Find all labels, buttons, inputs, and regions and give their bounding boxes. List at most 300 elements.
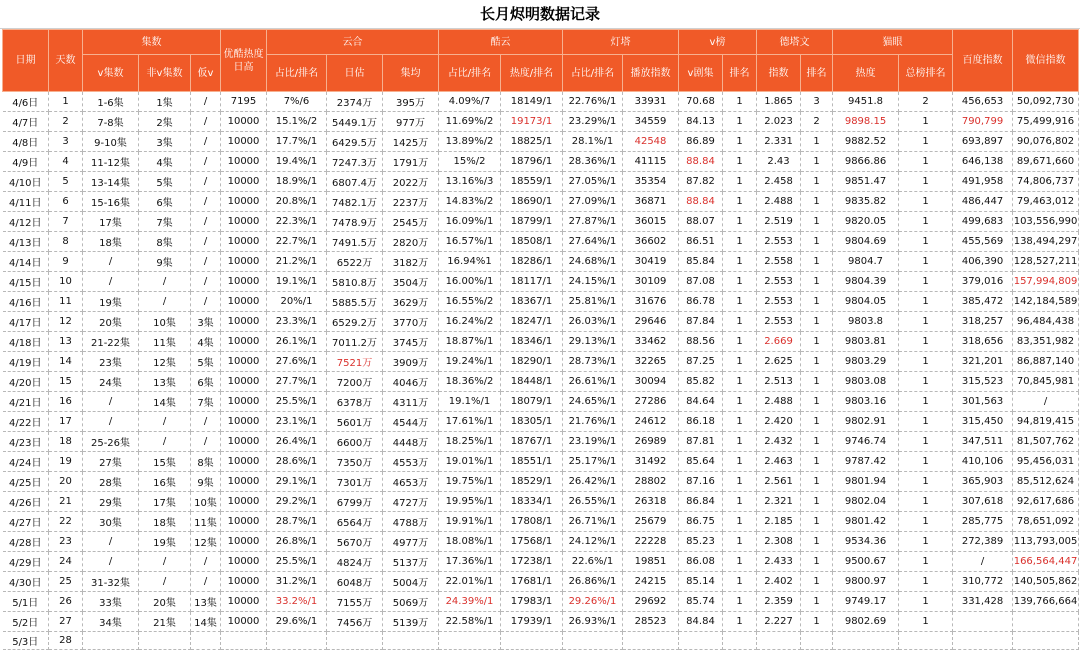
- table-cell: 977万: [383, 112, 439, 132]
- table-cell: 646,138: [953, 152, 1013, 172]
- table-cell: 3集: [139, 132, 191, 152]
- table-cell: 95,456,031: [1013, 452, 1079, 472]
- table-cell: 17568/1: [501, 532, 563, 552]
- table-cell: 6522万: [327, 252, 383, 272]
- table-cell: 1: [899, 552, 953, 572]
- table-cell: 18551/1: [501, 452, 563, 472]
- table-cell: 379,016: [953, 272, 1013, 292]
- table-cell: 1: [723, 532, 757, 552]
- table-cell: 5449.1万: [327, 112, 383, 132]
- table-cell: 11集: [191, 512, 221, 532]
- table-cell: 1: [899, 252, 953, 272]
- header-group-cell: 日期: [3, 30, 49, 92]
- table-cell: 1: [723, 272, 757, 292]
- table-cell: 3集: [191, 312, 221, 332]
- table-cell: 1: [899, 352, 953, 372]
- table-cell: 1: [801, 192, 833, 212]
- table-cell: 10000: [221, 572, 267, 592]
- table-cell: 22228: [623, 532, 679, 552]
- table-cell: 10000: [221, 552, 267, 572]
- table-cell: 25.81%/1: [563, 292, 623, 312]
- header-group-cell: v榜: [679, 30, 757, 55]
- table-cell: 2.308: [757, 532, 801, 552]
- table-cell: 78,651,092: [1013, 512, 1079, 532]
- table-cell: 1: [723, 572, 757, 592]
- table-cell: 140,505,862: [1013, 572, 1079, 592]
- table-cell: 1: [723, 212, 757, 232]
- table-cell: 4/17日: [3, 312, 49, 332]
- table-row: [3, 252, 1079, 272]
- table-cell: 19.4%/1: [267, 152, 327, 172]
- table-row: [3, 492, 1079, 512]
- table-cell: 1: [723, 232, 757, 252]
- table-cell: 10000: [221, 112, 267, 132]
- table-cell: 33931: [623, 92, 679, 112]
- table-cell: 33.2%/1: [267, 592, 327, 612]
- table-cell: 19.1%/1: [439, 392, 501, 412]
- table-cell: 1: [723, 432, 757, 452]
- table-cell: 1: [899, 532, 953, 552]
- table-cell: 27.6%/1: [267, 352, 327, 372]
- table-cell: 18559/1: [501, 172, 563, 192]
- table-cell: 4/19日: [3, 352, 49, 372]
- table-cell: 9451.8: [833, 92, 899, 112]
- table-cell: 19851: [623, 552, 679, 572]
- table-cell: 1: [801, 172, 833, 192]
- header-subcolumn-cell: 仮v: [191, 55, 221, 92]
- table-cell: 23.1%/1: [267, 412, 327, 432]
- table-cell: 1: [801, 292, 833, 312]
- table-cell: 11: [49, 292, 83, 312]
- table-cell: 1: [723, 312, 757, 332]
- header-subcolumn-cell: 播放指数: [623, 55, 679, 92]
- table-cell: 4448万: [383, 432, 439, 452]
- table-cell: 7集: [191, 392, 221, 412]
- table-cell: 13.89%/2: [439, 132, 501, 152]
- table-cell: 31492: [623, 452, 679, 472]
- table-cell: 2.669: [757, 332, 801, 352]
- table-cell: 36015: [623, 212, 679, 232]
- table-cell: 2.321: [757, 492, 801, 512]
- table-cell: 19集: [139, 532, 191, 552]
- header-group-cell: 灯塔: [563, 30, 679, 55]
- table-cell: 27.09%/1: [563, 192, 623, 212]
- table-cell: 17808/1: [501, 512, 563, 532]
- table-cell: 10集: [139, 312, 191, 332]
- table-cell: 2.463: [757, 452, 801, 472]
- table-cell: /: [139, 572, 191, 592]
- table-cell: 30419: [623, 252, 679, 272]
- table-cell: 8: [49, 232, 83, 252]
- table-cell: 23: [49, 532, 83, 552]
- table-cell: 86.75: [679, 512, 723, 532]
- table-cell: 13: [49, 332, 83, 352]
- table-cell: 1: [801, 392, 833, 412]
- table-cell: 1: [899, 232, 953, 252]
- table-cell: 10000: [221, 312, 267, 332]
- table-cell: 7200万: [327, 372, 383, 392]
- table-cell: 3909万: [383, 352, 439, 372]
- table-row: [3, 192, 1079, 212]
- table-cell: 9534.36: [833, 532, 899, 552]
- table-cell: 321,201: [953, 352, 1013, 372]
- table-cell: 4653万: [383, 472, 439, 492]
- table-cell: 70,845,981: [1013, 372, 1079, 392]
- table-cell: 347,511: [953, 432, 1013, 452]
- table-cell: 1: [723, 172, 757, 192]
- table-cell: 24.12%/1: [563, 532, 623, 552]
- table-cell: 6529.2万: [327, 312, 383, 332]
- header-subcolumn-cell: 日估: [327, 55, 383, 92]
- table-cell: 1: [801, 492, 833, 512]
- table-cell: 87.08: [679, 272, 723, 292]
- table-cell: 2.43: [757, 152, 801, 172]
- table-cell: 9802.04: [833, 492, 899, 512]
- table-cell: 310,772: [953, 572, 1013, 592]
- table-cell: 26.03%/1: [563, 312, 623, 332]
- table-cell: 17集: [139, 492, 191, 512]
- table-cell: 85.23: [679, 532, 723, 552]
- table-cell: 17集: [83, 212, 139, 232]
- header-subcolumn-cell: 占比/排名: [439, 55, 501, 92]
- table-cell: 87.25: [679, 352, 723, 372]
- table-cell: 26318: [623, 492, 679, 512]
- table-cell: 23集: [83, 352, 139, 372]
- table-cell: 41115: [623, 152, 679, 172]
- header-row-groups: [3, 30, 1079, 55]
- table-row: [3, 92, 1079, 112]
- table-cell: 5885.5万: [327, 292, 383, 312]
- table-cell: 4/27日: [3, 512, 49, 532]
- table-cell: 27集: [83, 452, 139, 472]
- table-cell: 1: [899, 372, 953, 392]
- table-cell: 4824万: [327, 552, 383, 572]
- data-table: [2, 29, 1079, 650]
- table-cell: 18690/1: [501, 192, 563, 212]
- table-cell: 1: [723, 512, 757, 532]
- table-cell: 18079/1: [501, 392, 563, 412]
- table-cell: 4/30日: [3, 572, 49, 592]
- table-cell: 18448/1: [501, 372, 563, 392]
- table-body: [3, 92, 1079, 650]
- table-cell: 18286/1: [501, 252, 563, 272]
- table-cell: 27.7%/1: [267, 372, 327, 392]
- table-cell: 3504万: [383, 272, 439, 292]
- table-cell: /: [191, 432, 221, 452]
- table-cell: 18367/1: [501, 292, 563, 312]
- table-row: [3, 472, 1079, 492]
- table-cell: 4: [49, 152, 83, 172]
- table-cell: 86.51: [679, 232, 723, 252]
- table-cell: 12集: [139, 352, 191, 372]
- table-cell: 9803.8: [833, 312, 899, 332]
- table-cell: 3770万: [383, 312, 439, 332]
- table-cell: 2.432: [757, 432, 801, 452]
- table-cell: 410,106: [953, 452, 1013, 472]
- table-cell: 7-8集: [83, 112, 139, 132]
- table-cell: 24.65%/1: [563, 392, 623, 412]
- table-cell: 2.488: [757, 392, 801, 412]
- table-cell: 18334/1: [501, 492, 563, 512]
- table-cell: 28523: [623, 612, 679, 632]
- table-cell: 7456万: [327, 612, 383, 632]
- table-cell: 24.68%/1: [563, 252, 623, 272]
- table-cell: 9集: [139, 252, 191, 272]
- table-cell: /: [139, 292, 191, 312]
- table-cell: 5810.8万: [327, 272, 383, 292]
- table-cell: 1: [899, 192, 953, 212]
- table-cell: 20: [49, 472, 83, 492]
- header-group-cell: 优酷热度日高: [221, 30, 267, 92]
- table-cell: 26: [49, 592, 83, 612]
- table-cell: 15-16集: [83, 192, 139, 212]
- table-cell: 1: [899, 172, 953, 192]
- table-cell: 25679: [623, 512, 679, 532]
- table-cell: 1: [899, 452, 953, 472]
- table-cell: 16.57%/1: [439, 232, 501, 252]
- table-cell: 2: [49, 112, 83, 132]
- table-cell: /: [191, 272, 221, 292]
- table-cell: 86.84: [679, 492, 723, 512]
- table-row: [3, 592, 1079, 612]
- table-cell: 4/22日: [3, 412, 49, 432]
- table-cell: 34集: [83, 612, 139, 632]
- table-cell: 10000: [221, 252, 267, 272]
- table-cell: 307,618: [953, 492, 1013, 512]
- table-cell: 315,523: [953, 372, 1013, 392]
- table-cell: 4集: [139, 152, 191, 172]
- table-cell: 30109: [623, 272, 679, 292]
- header-group-cell: 微信指数: [1013, 30, 1079, 92]
- table-cell: 14: [49, 352, 83, 372]
- table-row: [3, 272, 1079, 292]
- table-cell: 7195: [221, 92, 267, 112]
- table-cell: 17.36%/1: [439, 552, 501, 572]
- table-cell: 26.4%/1: [267, 432, 327, 452]
- table-cell: 9801.42: [833, 512, 899, 532]
- header-subcolumn-cell: 排名: [723, 55, 757, 92]
- table-cell: 25.5%/1: [267, 552, 327, 572]
- table-cell: 10000: [221, 612, 267, 632]
- table-cell: 2.513: [757, 372, 801, 392]
- header-group-cell: 集数: [83, 30, 221, 55]
- table-cell: 2.561: [757, 472, 801, 492]
- table-cell: 9集: [191, 472, 221, 492]
- table-cell: 4/10日: [3, 172, 49, 192]
- table-cell: 1: [723, 372, 757, 392]
- header-group-cell: 酷云: [439, 30, 563, 55]
- table-cell: 10: [49, 272, 83, 292]
- table-cell: 2.433: [757, 552, 801, 572]
- table-cell: 1: [899, 492, 953, 512]
- table-cell: 29.1%/1: [267, 472, 327, 492]
- table-cell: 1: [801, 532, 833, 552]
- table-cell: 1: [723, 392, 757, 412]
- table-cell: 24: [49, 552, 83, 572]
- table-cell: 6集: [139, 192, 191, 212]
- table-cell: 4/13日: [3, 232, 49, 252]
- table-cell: 1: [723, 552, 757, 572]
- table-cell: 693,897: [953, 132, 1013, 152]
- table-cell: 10000: [221, 412, 267, 432]
- table-cell: 10000: [221, 372, 267, 392]
- table-cell: 11-12集: [83, 152, 139, 172]
- table-cell: 18.08%/1: [439, 532, 501, 552]
- header-subcolumn-cell: 热度: [833, 55, 899, 92]
- table-cell: 10000: [221, 512, 267, 532]
- table-cell: 17: [49, 412, 83, 432]
- table-cell: 16.24%/2: [439, 312, 501, 332]
- table-cell: 86,887,140: [1013, 352, 1079, 372]
- table-cell: /: [83, 532, 139, 552]
- table-cell: 1: [801, 612, 833, 632]
- table-cell: 2.420: [757, 412, 801, 432]
- table-cell: 87.16: [679, 472, 723, 492]
- table-cell: 4/18日: [3, 332, 49, 352]
- table-cell: 1: [801, 132, 833, 152]
- table-cell: 5集: [139, 172, 191, 192]
- table-cell: 36871: [623, 192, 679, 212]
- table-cell: 10000: [221, 452, 267, 472]
- header-row-subcolumns: [3, 55, 1079, 92]
- table-cell: 1: [723, 152, 757, 172]
- table-cell: 2.227: [757, 612, 801, 632]
- table-cell: 9: [49, 252, 83, 272]
- table-cell: 315,450: [953, 412, 1013, 432]
- table-cell: 318,656: [953, 332, 1013, 352]
- table-cell: 6564万: [327, 512, 383, 532]
- table-cell: 31676: [623, 292, 679, 312]
- table-cell: 4/28日: [3, 532, 49, 552]
- table-cell: 88.56: [679, 332, 723, 352]
- table-cell: 14.83%/2: [439, 192, 501, 212]
- table-cell: 50,092,730: [1013, 92, 1079, 112]
- table-cell: 18.36%/2: [439, 372, 501, 392]
- table-row: [3, 292, 1079, 312]
- table-cell: 4/21日: [3, 392, 49, 412]
- table-cell: 15%/2: [439, 152, 501, 172]
- table-cell: 29.13%/1: [563, 332, 623, 352]
- table-cell: 26.71%/1: [563, 512, 623, 532]
- table-cell: [953, 612, 1013, 632]
- table-cell: 10000: [221, 532, 267, 552]
- header-group-cell: 百度指数: [953, 30, 1013, 92]
- table-cell: 2.185: [757, 512, 801, 532]
- table-cell: 17.7%/1: [267, 132, 327, 152]
- table-row: [3, 152, 1079, 172]
- table-cell: 9820.05: [833, 212, 899, 232]
- table-cell: /: [191, 572, 221, 592]
- table-cell: 17939/1: [501, 612, 563, 632]
- table-cell: 5137万: [383, 552, 439, 572]
- table-cell: 4544万: [383, 412, 439, 432]
- table-cell: 6: [49, 192, 83, 212]
- table-row: [3, 412, 1079, 432]
- table-cell: 1: [899, 112, 953, 132]
- table-cell: 8集: [191, 452, 221, 472]
- table-cell: 1: [899, 412, 953, 432]
- table-cell: 2.553: [757, 232, 801, 252]
- table-cell: 2545万: [383, 212, 439, 232]
- table-cell: 272,389: [953, 532, 1013, 552]
- table-cell: 22.01%/1: [439, 572, 501, 592]
- table-cell: 23.19%/1: [563, 432, 623, 452]
- table-cell: 19.95%/1: [439, 492, 501, 512]
- table-cell: 499,683: [953, 212, 1013, 232]
- table-cell: 28.36%/1: [563, 152, 623, 172]
- table-cell: 10000: [221, 332, 267, 352]
- table-cell: 4集: [191, 332, 221, 352]
- table-cell: 3629万: [383, 292, 439, 312]
- table-cell: 128,527,211: [1013, 252, 1079, 272]
- table-cell: 24612: [623, 412, 679, 432]
- table-cell: 12集: [191, 532, 221, 552]
- table-cell: 3: [801, 92, 833, 112]
- table-cell: 7491.5万: [327, 232, 383, 252]
- table-cell: 4.09%/7: [439, 92, 501, 112]
- table-cell: 1: [899, 592, 953, 612]
- table-cell: 28.7%/1: [267, 512, 327, 532]
- table-cell: 103,556,990: [1013, 212, 1079, 232]
- table-cell: 16: [49, 392, 83, 412]
- table-cell: 19.01%/1: [439, 452, 501, 472]
- table-row: [3, 452, 1079, 472]
- table-cell: 21: [49, 492, 83, 512]
- table-cell: 26989: [623, 432, 679, 452]
- table-cell: 1: [801, 152, 833, 172]
- table-cell: /: [191, 152, 221, 172]
- table-cell: /: [139, 552, 191, 572]
- table-cell: 1425万: [383, 132, 439, 152]
- table-cell: 19.1%/1: [267, 272, 327, 292]
- table-cell: 10000: [221, 172, 267, 192]
- table-cell: 21.2%/1: [267, 252, 327, 272]
- table-cell: 18508/1: [501, 232, 563, 252]
- table-cell: 19.24%/1: [439, 352, 501, 372]
- table-cell: 331,428: [953, 592, 1013, 612]
- table-cell: 3182万: [383, 252, 439, 272]
- table-cell: 11.69%/2: [439, 112, 501, 132]
- table-cell: 1: [723, 332, 757, 352]
- table-cell: 19.75%/1: [439, 472, 501, 492]
- table-cell: 4727万: [383, 492, 439, 512]
- table-cell: 2.458: [757, 172, 801, 192]
- table-cell: 4/14日: [3, 252, 49, 272]
- table-cell: 9749.17: [833, 592, 899, 612]
- table-cell: 29.26%/1: [563, 592, 623, 612]
- table-cell: 1: [723, 612, 757, 632]
- table-cell: 2.553: [757, 272, 801, 292]
- table-cell: /: [139, 412, 191, 432]
- table-cell: 10000: [221, 192, 267, 212]
- table-cell: 79,463,012: [1013, 192, 1079, 212]
- table-cell: 6807.4万: [327, 172, 383, 192]
- table-cell: 22.6%/1: [563, 552, 623, 572]
- table-cell: 10000: [221, 292, 267, 312]
- table-cell: 17238/1: [501, 552, 563, 572]
- table-cell: 25: [49, 572, 83, 592]
- table-cell: 5/1日: [3, 592, 49, 612]
- table-cell: 2集: [139, 112, 191, 132]
- table-cell: 1: [723, 112, 757, 132]
- table-cell: 20%/1: [267, 292, 327, 312]
- table-cell: 86.18: [679, 412, 723, 432]
- table-cell: 94,819,415: [1013, 412, 1079, 432]
- table-cell: 455,569: [953, 232, 1013, 252]
- table-cell: 10000: [221, 352, 267, 372]
- table-cell: 1: [899, 432, 953, 452]
- table-cell: 22.58%/1: [439, 612, 501, 632]
